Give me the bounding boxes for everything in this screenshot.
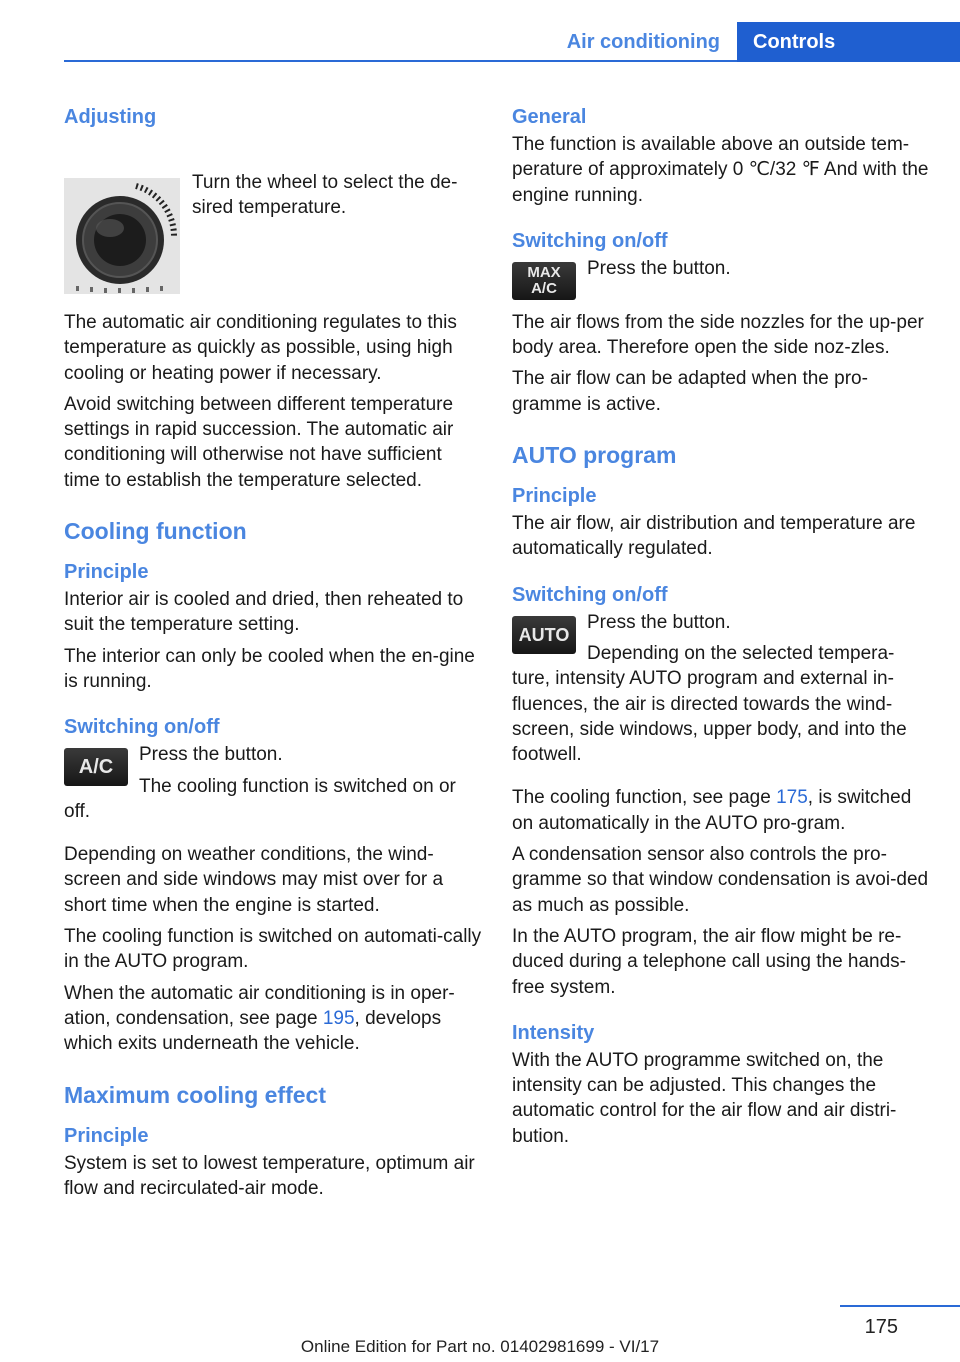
header-chapter-tab: Controls	[737, 22, 960, 62]
ac-switch-paragraph-1: Press the button.	[139, 744, 283, 766]
ac-switch-paragraph-2: The cooling function is switched on or off.	[64, 775, 456, 822]
general-paragraph: The function is available above an outside tem-perature of approximately 0 ℃/32 ℉ And with the engine running.	[512, 134, 929, 206]
max-cooling-heading: Maximum cooling effect	[64, 1081, 326, 1108]
cooling-principle-paragraph-1: Interior air is cooled and dried, then reheated to suit the temperature setting.	[64, 589, 464, 636]
auto-principle-heading: Principle	[512, 485, 597, 508]
condensation-text-1: When the automatic air conditioning is in oper-ation, condensation, see page	[64, 982, 455, 1029]
condensation-sensor-paragraph: A condensation sensor also controls the pro-gramme so that window condensation is avoi-ded as much as possible.	[512, 844, 929, 916]
adjusting-text: Turn the wheel to select the de-sired temperature.	[192, 172, 458, 219]
telephone-paragraph: In the AUTO program, the air flow might be re-duced during a telephone call using the hands-free system.	[512, 925, 907, 998]
ac-button-image: A/C	[64, 748, 128, 786]
left-column	[64, 102, 482, 1201]
max-principle-paragraph: System is set to lowest temperature, optimum air flow and recirculated-air mode.	[64, 1152, 475, 1199]
cooling-principle-heading: Principle	[64, 561, 149, 584]
intensity-paragraph: With the AUTO programme switched on, the intensity can be adjusted. This changes the automatic control for the air flow and air distri-bution.	[512, 1049, 897, 1147]
auto-program-heading: AUTO program	[512, 442, 677, 469]
page-195-link[interactable]: 195	[322, 1007, 355, 1029]
auto-switch-heading: Switching on/off	[512, 583, 668, 606]
auto-button-row	[512, 610, 930, 768]
condensation-paragraph	[64, 981, 482, 1057]
right-column	[512, 102, 930, 1149]
auto-switch-paragraph-2: Depending on the selected tempera-ture, intensity AUTO program and external in-fluences, the air is directed towards the wind-screen, side windows, upper body, and into the footwell.	[512, 642, 907, 766]
adjusting-figure-row	[64, 170, 482, 304]
max-ac-label-line-2: A/C	[531, 279, 557, 297]
max-ac-button-row	[512, 256, 930, 304]
airflow-paragraph-2: The air flow can be adapted when the pro-gramme is active.	[512, 368, 868, 415]
cooling-function-heading: Cooling function	[64, 518, 247, 545]
auto-switch-paragraph-1: Press the button.	[587, 611, 731, 633]
cooling-switch-heading: Switching on/off	[64, 716, 220, 739]
auto-principle-paragraph: The air flow, air distribution and temperature are automatically regulated.	[512, 513, 916, 560]
ac-button-row	[64, 742, 482, 824]
airflow-paragraph-1: The air flows from the side nozzles for the up-per body area. Therefore open the side noz-zles.	[512, 311, 924, 359]
page-175-link[interactable]: 175	[776, 787, 808, 809]
intensity-heading: Intensity	[512, 1021, 595, 1044]
max-ac-label-line-1: MAX	[527, 263, 561, 281]
auto-cooling-paragraph	[512, 785, 930, 836]
adjusting-paragraph-2: Avoid switching between different temperature settings in rapid succession. The automatic air conditioning will otherwise not have sufficient time to establish the temperature selected.	[64, 393, 454, 491]
auto-cooling-text-1: The cooling function, see page	[512, 787, 777, 809]
max-switch-heading: Switching on/off	[512, 229, 668, 252]
condensation-text-2: , develops which exits underneath the vehicle.	[64, 1007, 442, 1055]
max-switch-paragraph: Press the button.	[587, 257, 731, 279]
auto-button-image: AUTO	[512, 616, 576, 654]
max-ac-button-image	[512, 262, 576, 300]
weather-paragraph: Depending on weather conditions, the wind-screen and side windows may mist over for a short time when the engine is started.	[64, 844, 444, 916]
cooling-principle-paragraph-2: The interior can only be cooled when the en-gine is running.	[64, 645, 475, 692]
page-number: 175	[864, 1316, 898, 1338]
adjusting-paragraph-1: The automatic air conditioning regulates to this temperature as quickly as possible, using high cooling or heating power if necessary.	[64, 312, 457, 384]
footer-rule	[840, 1305, 960, 1307]
auto-cooling-text-2: , is switched on automatically in the AUTO pro-gram.	[512, 787, 912, 834]
page-header	[0, 0, 960, 64]
temperature-wheel-image	[64, 178, 180, 294]
max-principle-heading: Principle	[64, 1124, 149, 1147]
general-heading: General	[512, 106, 587, 128]
auto-cooling-paragraph: The cooling function is switched on automati-cally in the AUTO program.	[64, 926, 482, 973]
temperature-wheel-icon	[64, 178, 180, 294]
adjusting-heading: Adjusting	[64, 106, 157, 128]
header-section-title: Air conditioning	[566, 31, 720, 53]
edition-footer: Online Edition for Part no. 01402981699 - VI/17	[300, 1337, 660, 1356]
